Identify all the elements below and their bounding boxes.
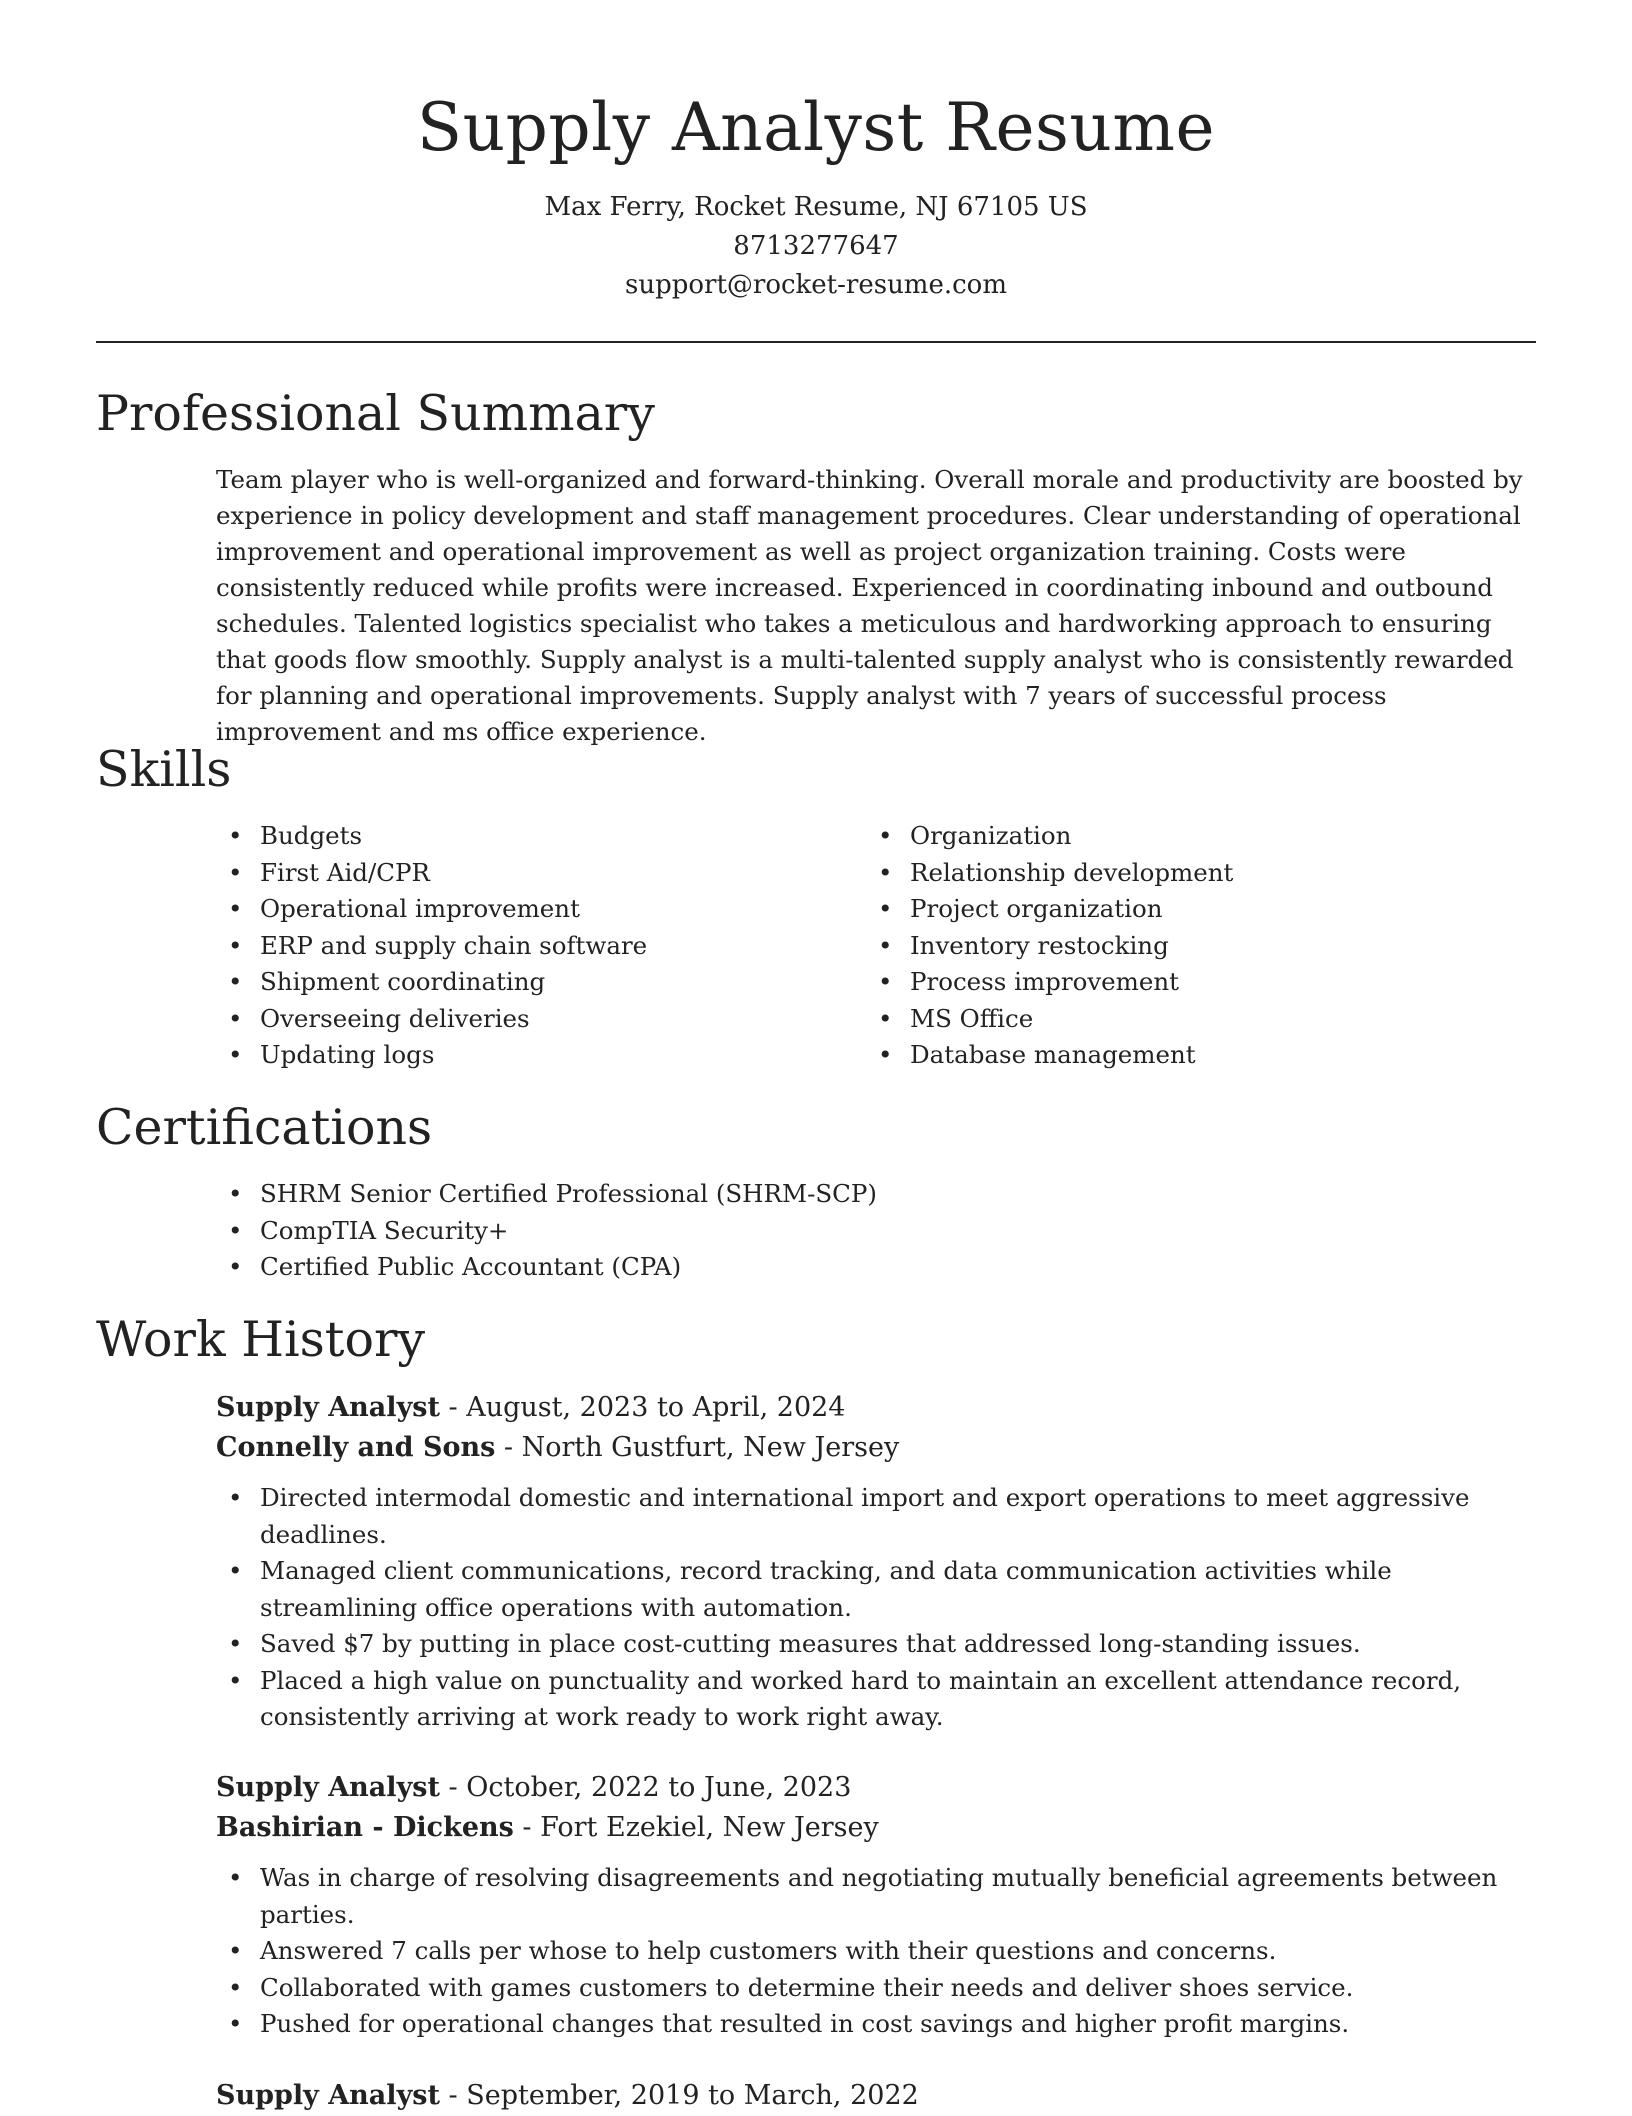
skill-item: • Relationship development	[866, 855, 1466, 892]
skill-item: • Overseeing deliveries	[216, 1001, 816, 1038]
job-entry	[216, 1388, 1536, 1736]
resume-header	[0, 0, 1632, 305]
certification-item: • SHRM Senior Certified Professional (SHRM-SCP)	[216, 1176, 1216, 1213]
job-bullet: • Managed client communications, record tracking, and data communication activities while streamlining office operations with automation.	[216, 1553, 1536, 1626]
skill-item: • Database management	[866, 1037, 1466, 1074]
certifications-heading: Certifications	[96, 1099, 433, 1156]
job-dates: - September, 2019 to March, 2022	[439, 2080, 919, 2111]
job-bullet: • Saved $7 by putting in place cost-cutting measures that addressed long-standing issues.	[216, 1626, 1536, 1663]
skill-item: • First Aid/CPR	[216, 855, 816, 892]
job-bullet: • Collaborated with games customers to determine their needs and deliver shoes service.	[216, 1970, 1536, 2007]
contact-phone: 8713277647	[733, 231, 899, 261]
job-entry	[216, 1768, 1536, 2043]
contact-address: Max Ferry, Rocket Resume, NJ 67105 US	[544, 192, 1088, 222]
skill-item: • Process improvement	[866, 964, 1466, 1001]
job-company: Connelly and Sons	[216, 1432, 496, 1463]
job-title-line	[216, 1388, 1536, 1428]
job-company-line	[216, 1808, 1536, 1848]
skill-item: • Shipment coordinating	[216, 964, 816, 1001]
work-history-heading: Work History	[96, 1311, 426, 1368]
certifications-list	[216, 1176, 1216, 1286]
job-location: - Fort Ezekiel, New Jersey	[513, 1812, 879, 1843]
skill-item: • Inventory restocking	[866, 928, 1466, 965]
job-title-line	[216, 2076, 1536, 2116]
skill-item: • Updating logs	[216, 1037, 816, 1074]
job-title: Supply Analyst	[216, 2080, 440, 2111]
skills-heading: Skills	[96, 741, 232, 798]
summary-heading: Professional Summary	[96, 385, 655, 442]
job-bullet: • Placed a high value on punctuality and worked hard to maintain an excellent attendance record, consistently arriving at work ready to work right away.	[216, 1663, 1536, 1736]
skill-item: • Project organization	[866, 891, 1466, 928]
skill-item: • Organization	[866, 818, 1466, 855]
header-divider	[96, 341, 1536, 343]
job-bullets	[216, 1480, 1536, 1736]
job-dates: - October, 2022 to June, 2023	[439, 1772, 852, 1803]
job-dates: - August, 2023 to April, 2024	[439, 1392, 846, 1423]
job-bullet: • Directed intermodal domestic and international import and export operations to meet aggressive deadlines.	[216, 1480, 1536, 1553]
job-company-line	[216, 1428, 1536, 1468]
job-title: Supply Analyst	[216, 1772, 440, 1803]
job-bullet: • Pushed for operational changes that resulted in cost savings and higher profit margins.	[216, 2006, 1536, 2043]
certification-item: • Certified Public Accountant (CPA)	[216, 1249, 1216, 1286]
job-bullet: • Answered 7 calls per whose to help customers with their questions and concerns.	[216, 1933, 1536, 1970]
job-company: Bashirian - Dickens	[216, 1812, 514, 1843]
skills-list-right	[866, 818, 1466, 1074]
job-bullets	[216, 1860, 1536, 2043]
skill-item: • Budgets	[216, 818, 816, 855]
page-title: Supply Analyst Resume	[416, 89, 1216, 166]
contact-block	[0, 188, 1632, 305]
job-bullet: • Was in charge of resolving disagreements and negotiating mutually beneficial agreements between parties.	[216, 1860, 1536, 1933]
job-title-line	[216, 1768, 1536, 1808]
contact-email: support@rocket-resume.com	[624, 270, 1007, 300]
skill-item: • MS Office	[866, 1001, 1466, 1038]
job-title: Supply Analyst	[216, 1392, 440, 1423]
job-entry	[216, 2076, 1536, 2116]
summary-text: Team player who is well-organized and forward-thinking. Overall morale and productivity are boosted by experience in policy development and staff management procedures. Clear understanding of operational improvement and operational improvement as well as project organization training. Costs were consistently reduced while profits were increased. Experienced in coordinating inbound and outbound schedules. Talented logistics specialist who takes a meticulous and hardworking approach to ensuring that goods flow smoothly. Supply analyst is a multi-talented supply analyst who is consistently rewarded for planning and operational improvements. Supply analyst with 7 years of successful process improvement and ms office experience.	[216, 465, 1523, 746]
skills-list-left	[216, 818, 816, 1074]
certification-item: • CompTIA Security+	[216, 1213, 1216, 1250]
job-location: - North Gustfurt, New Jersey	[495, 1432, 900, 1463]
skill-item: • Operational improvement	[216, 891, 816, 928]
skill-item: • ERP and supply chain software	[216, 928, 816, 965]
